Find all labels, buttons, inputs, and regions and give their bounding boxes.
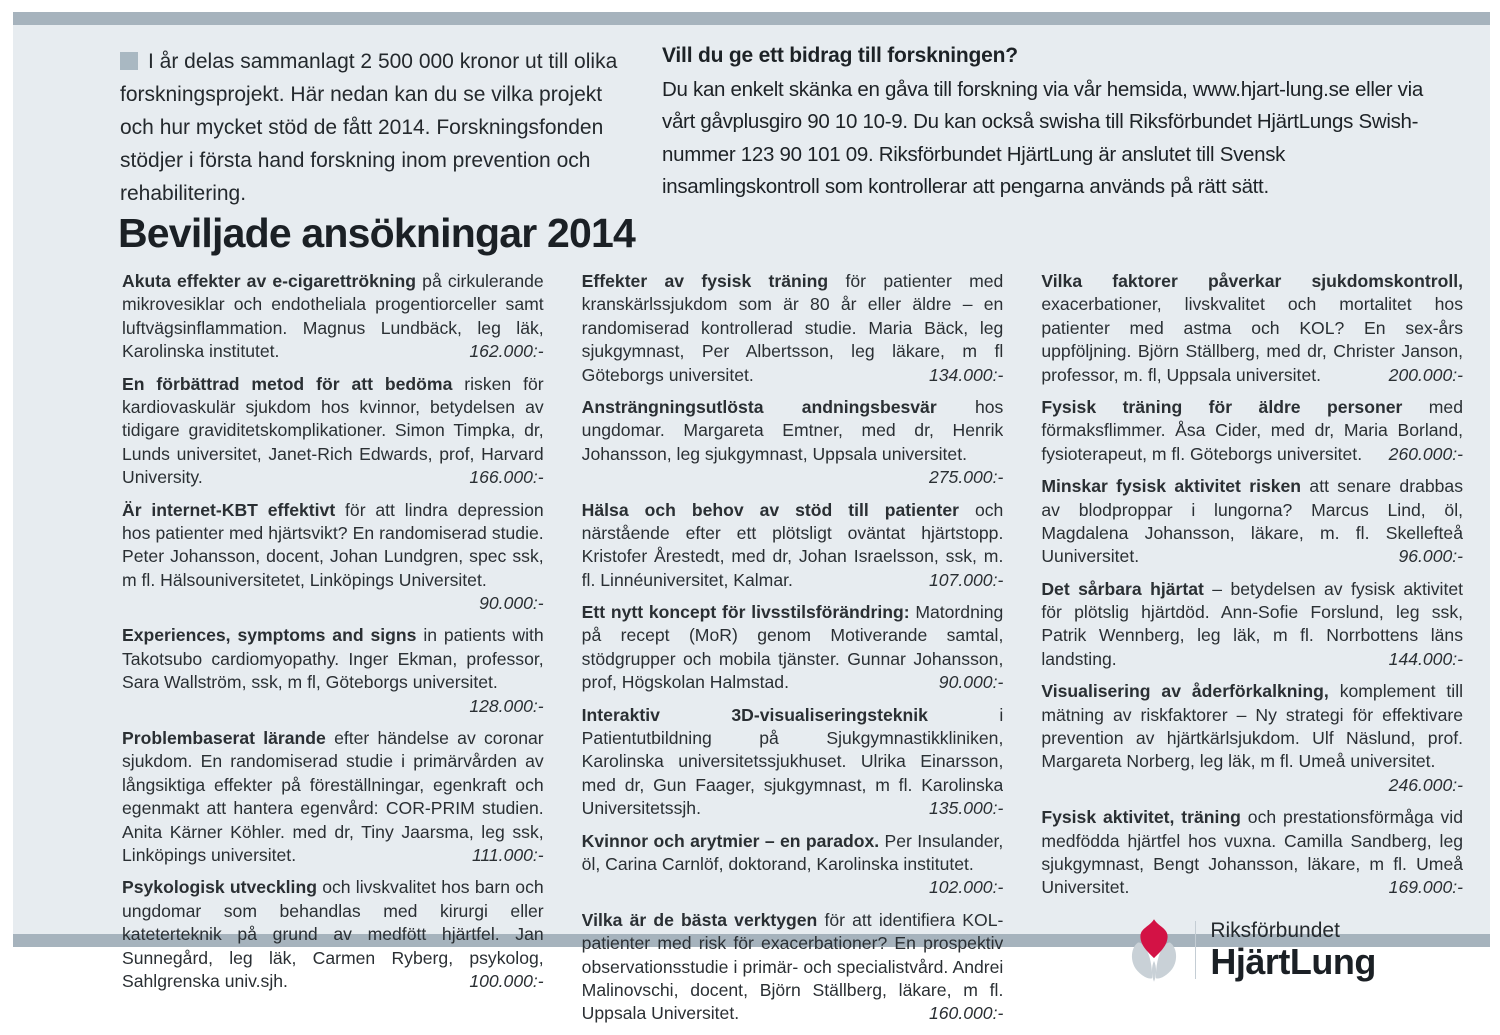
grant-text: in patients with Takotsubo cardiomyopathy. Inger Ekman, professor, Sara Wallström, ssk, m fl, Göteborgs universitet.: [122, 625, 544, 693]
grant-text: Matordning på recept (MoR) genom Motiverande samtal, stödgrupper och mobila tjänster. Gunnar Johansson, prof, Högskolan Halmstad.: [581, 602, 1004, 693]
grant-amount: 96.000:-: [1398, 546, 1464, 567]
grant-amount: 100.000:-: [469, 970, 544, 991]
grant-amount: 275.000:-: [928, 467, 1004, 488]
grant-title: Problembaserat lärande: [122, 728, 326, 749]
grant-entry: [582, 499, 1004, 593]
grant-title: Vilka faktorer påverkar sjukdomskontroll,: [1041, 271, 1464, 291]
grant-columns: [122, 270, 1463, 1035]
grant-column-2: [582, 270, 1004, 1035]
logo-divider: [1195, 921, 1196, 979]
logo-text: [1210, 919, 1375, 981]
grant-title: Ett nytt koncept för livsstilsförändring:: [581, 602, 910, 623]
grant-title: Minskar fysisk aktivitet risken: [1041, 476, 1302, 497]
grant-entry: [582, 601, 1004, 695]
grant-amount: 107.000:-: [928, 569, 1004, 590]
grant-entry: [122, 499, 544, 616]
grant-text: på cirkulerande mikrovesiklar och endotheliala progentiorceller samt luftvägsinflammation. Magnus Lundbäck, leg läk, Karolinska institutet.: [122, 271, 544, 362]
grant-title: Fysisk aktivitet, träning: [1041, 807, 1241, 828]
grant-amount: 260.000:-: [1388, 443, 1464, 464]
grant-text: för att identifiera KOL-patienter med risk för exacerbationer? En prospektiv observationsstudie i primär- och specialistvård. Andrei Malinovschi, docent, Björn Ställberg, läkare, m fl. Uppsala Universitet.: [581, 909, 1004, 1024]
grant-text: och livskvalitet hos barn och ungdomar som behandlas med kirurgi eller kateterteknik på grund av medfött hjärtfel. Jan Sunnegård, leg läk, Carmen Ryberg, psykolog, Sahlgrenska univ.sjh.: [122, 877, 544, 991]
grant-column-1: [122, 270, 544, 1035]
grant-entry: [1041, 270, 1463, 387]
grant-text: – betydelsen av fysisk aktivitet för plötslig hjärtdöd. Ann-Sofie Forslund, leg ssk, Patrik Wennberg, leg läk, m fl. Norrbottens läns landsting.: [1041, 578, 1464, 669]
grant-entry: [122, 876, 544, 993]
intro-text: I år delas sammanlagt 2 500 000 kronor ut till olika forskningsprojekt. Här nedan kan du se vilka projekt och hur mycket stöd de fått 2014. Forskningsfonden stödjer i första hand forskning inom prevention och rehabilitering.: [120, 50, 618, 205]
grant-text: i Patientutbildning på Sjukgymnastikkliniken, Karolinska universitetssjukhuset. Ulrika Einarsson, med dr, Gun Faager, sjukgymnast, m fl. Karolinska Universitetssjh.: [581, 704, 1004, 819]
grant-text: komplement till mätning av riskfaktorer – Ny strategi för effektivare prevention av hjärtkärlsjukdom. Ulf Näslund, prof. Margareta Norberg, leg läk, m fl. Umeå universitet.: [1041, 681, 1464, 772]
grant-entry: [1041, 680, 1463, 797]
grant-title: En förbättrad metod för att bedöma: [122, 373, 453, 394]
grant-amount: 166.000:-: [469, 467, 544, 488]
intro-paragraph: [120, 46, 620, 211]
grant-amount: 128.000:-: [469, 695, 544, 716]
grant-text: Per Insulander, öl, Carina Carnlöf, doktorand, Karolinska institutet.: [581, 830, 1004, 874]
grant-entry: [1041, 806, 1463, 900]
grant-text: för att lindra depression hos patienter med hjärtsvikt? En randomiserad studie. Peter Johansson, docent, Johan Lundgren, spec ssk, m fl. Hälsouniversitetet, Linköpings Universitet.: [122, 499, 544, 590]
grant-entry: [122, 373, 544, 490]
grant-entry: [582, 909, 1004, 1026]
grant-amount: 111.000:-: [471, 844, 544, 865]
top-divider-bar: [13, 12, 1490, 25]
grant-text: exacerbationer, livskvalitet och mortalitet hos patienter med astma och KOL? En sex-års uppföljning. Björn Ställberg, med dr, Christer Janson, professor, m. fl, Uppsala universitet.: [1041, 294, 1464, 385]
grant-entry: [122, 727, 544, 867]
grant-title: Vilka är de bästa verktygen: [581, 909, 818, 930]
grant-amount: 90.000:-: [479, 593, 544, 614]
grant-title: Fysisk träning för äldre personer: [1041, 396, 1403, 417]
grant-text: risken för kardiovaskulär sjukdom hos kvinnor, betydelsen av tidigare graviditetskomplikationer. Simon Timpka, dr, Lunds universitet, Janet-Rich Edwards, prof, Harvard University.: [122, 373, 544, 488]
grant-entry: [1041, 578, 1463, 672]
grant-entry: [582, 704, 1004, 821]
donation-info: [662, 44, 1432, 204]
grant-title: Visualisering av åderförkalkning,: [1041, 681, 1329, 702]
grant-entry: [1041, 475, 1463, 569]
grant-text: att senare drabbas av blodproppar i lungorna? Marcus Lind, öl, Magdalena Johansson, läkare, m. fl. Skellefteå Uuniversitet.: [1041, 476, 1464, 567]
grant-title: Kvinnor och arytmier – en paradox.: [581, 830, 880, 851]
grant-amount: 135.000:-: [928, 798, 1004, 819]
grant-title: Experiences, symptoms and signs: [122, 625, 417, 646]
grant-title: Ansträngningsutlösta andningsbesvär: [581, 396, 937, 417]
grant-entry: [582, 830, 1004, 900]
donation-body: Du kan enkelt skänka en gåva till forskning via vår hemsida, www.hjart-lung.se eller via vårt gåvplusgiro 90 10 10-9. Du kan också swisha till Riksförbundet HjärtLungs Swish-nummer 123 90 101 09. Riksförbundet HjärtLung är anslutet till Svensk insamlingskontroll som kontrollerar att pengarna används på rätt sätt.: [662, 78, 1423, 199]
grant-title: Det sårbara hjärtat: [1041, 578, 1204, 599]
grant-entry: [1041, 396, 1463, 466]
grant-amount: 162.000:-: [469, 341, 544, 362]
grant-text: hos ungdomar. Margareta Emtner, med dr, Henrik Johansson, leg sjukgymnast, Uppsala universitet.: [581, 396, 1004, 464]
grant-title: Effekter av fysisk träning: [581, 271, 829, 291]
grant-column-3: [1041, 270, 1463, 1035]
grant-text: efter händelse av coronar sjukdom. En randomiserad studie i primärvården av långsiktiga effekter på föreställningar, egenkraft och egenmakt att hantera egenvård: COR-PRIM studien. Anita Kärner Köhler. med dr, Tiny Jaarsma, leg ssk, Linköpings universitet.: [122, 728, 544, 865]
grant-title: Interaktiv 3D-visualiseringsteknik: [581, 704, 928, 725]
grant-title: Är internet-KBT effektivt: [122, 499, 336, 520]
grant-amount: 160.000:-: [928, 1003, 1004, 1024]
grant-amount: 246.000:-: [1388, 774, 1464, 795]
grant-entry: [122, 624, 544, 718]
donation-title: Vill du ge ett bidrag till forskningen?: [662, 44, 1018, 67]
heart-lung-icon: [1125, 916, 1183, 984]
square-bullet-icon: [120, 52, 138, 70]
grant-text: med förmaksflimmer. Åsa Cider, med dr, Maria Borland, fysioterapeut, m fl. Göteborgs universitet.: [1041, 396, 1464, 464]
grant-text: och närstående efter ett plötsligt oväntat hjärtstopp. Kristofer Årestedt, med dr, Johan Israelsson, ssk, m. fl. Linnéuniversitet, Kalmar.: [581, 499, 1004, 590]
grant-text: och prestationsförmåga vid medfödda hjärtfel hos vuxna. Camilla Sandberg, leg sjukgymnast, Bengt Johansson, läkare, m fl. Umeå Universitet.: [1041, 807, 1464, 898]
grant-title: Psykologisk utveckling: [122, 877, 317, 898]
grant-title: Akuta effekter av e-cigarettrökning: [122, 271, 417, 291]
grant-title: Hälsa och behov av stöd till patienter: [581, 499, 959, 520]
grant-entry: [582, 270, 1004, 387]
hjartlung-logo: [1125, 916, 1433, 984]
page-title: Beviljade ansökningar 2014: [118, 210, 636, 256]
grant-amount: 200.000:-: [1388, 364, 1464, 385]
grant-entry: [122, 270, 544, 364]
grant-amount: 90.000:-: [938, 672, 1004, 693]
grant-amount: 134.000:-: [928, 364, 1004, 385]
logo-org-name: Riksförbundet: [1210, 918, 1340, 942]
grant-amount: 144.000:-: [1388, 648, 1464, 669]
logo-brand-name: HjärtLung: [1210, 940, 1376, 982]
grant-text: för patienter med kranskärlssjukdom som är 80 år eller äldre – en randomiserad kontrollerad studie. Maria Bäck, leg sjukgymnast, Per Albertsson, leg läkare, m fl Göteborgs universitet.: [581, 271, 1004, 385]
grant-amount: 102.000:-: [928, 877, 1004, 898]
grant-amount: 169.000:-: [1388, 877, 1464, 898]
grant-entry: [582, 396, 1004, 490]
